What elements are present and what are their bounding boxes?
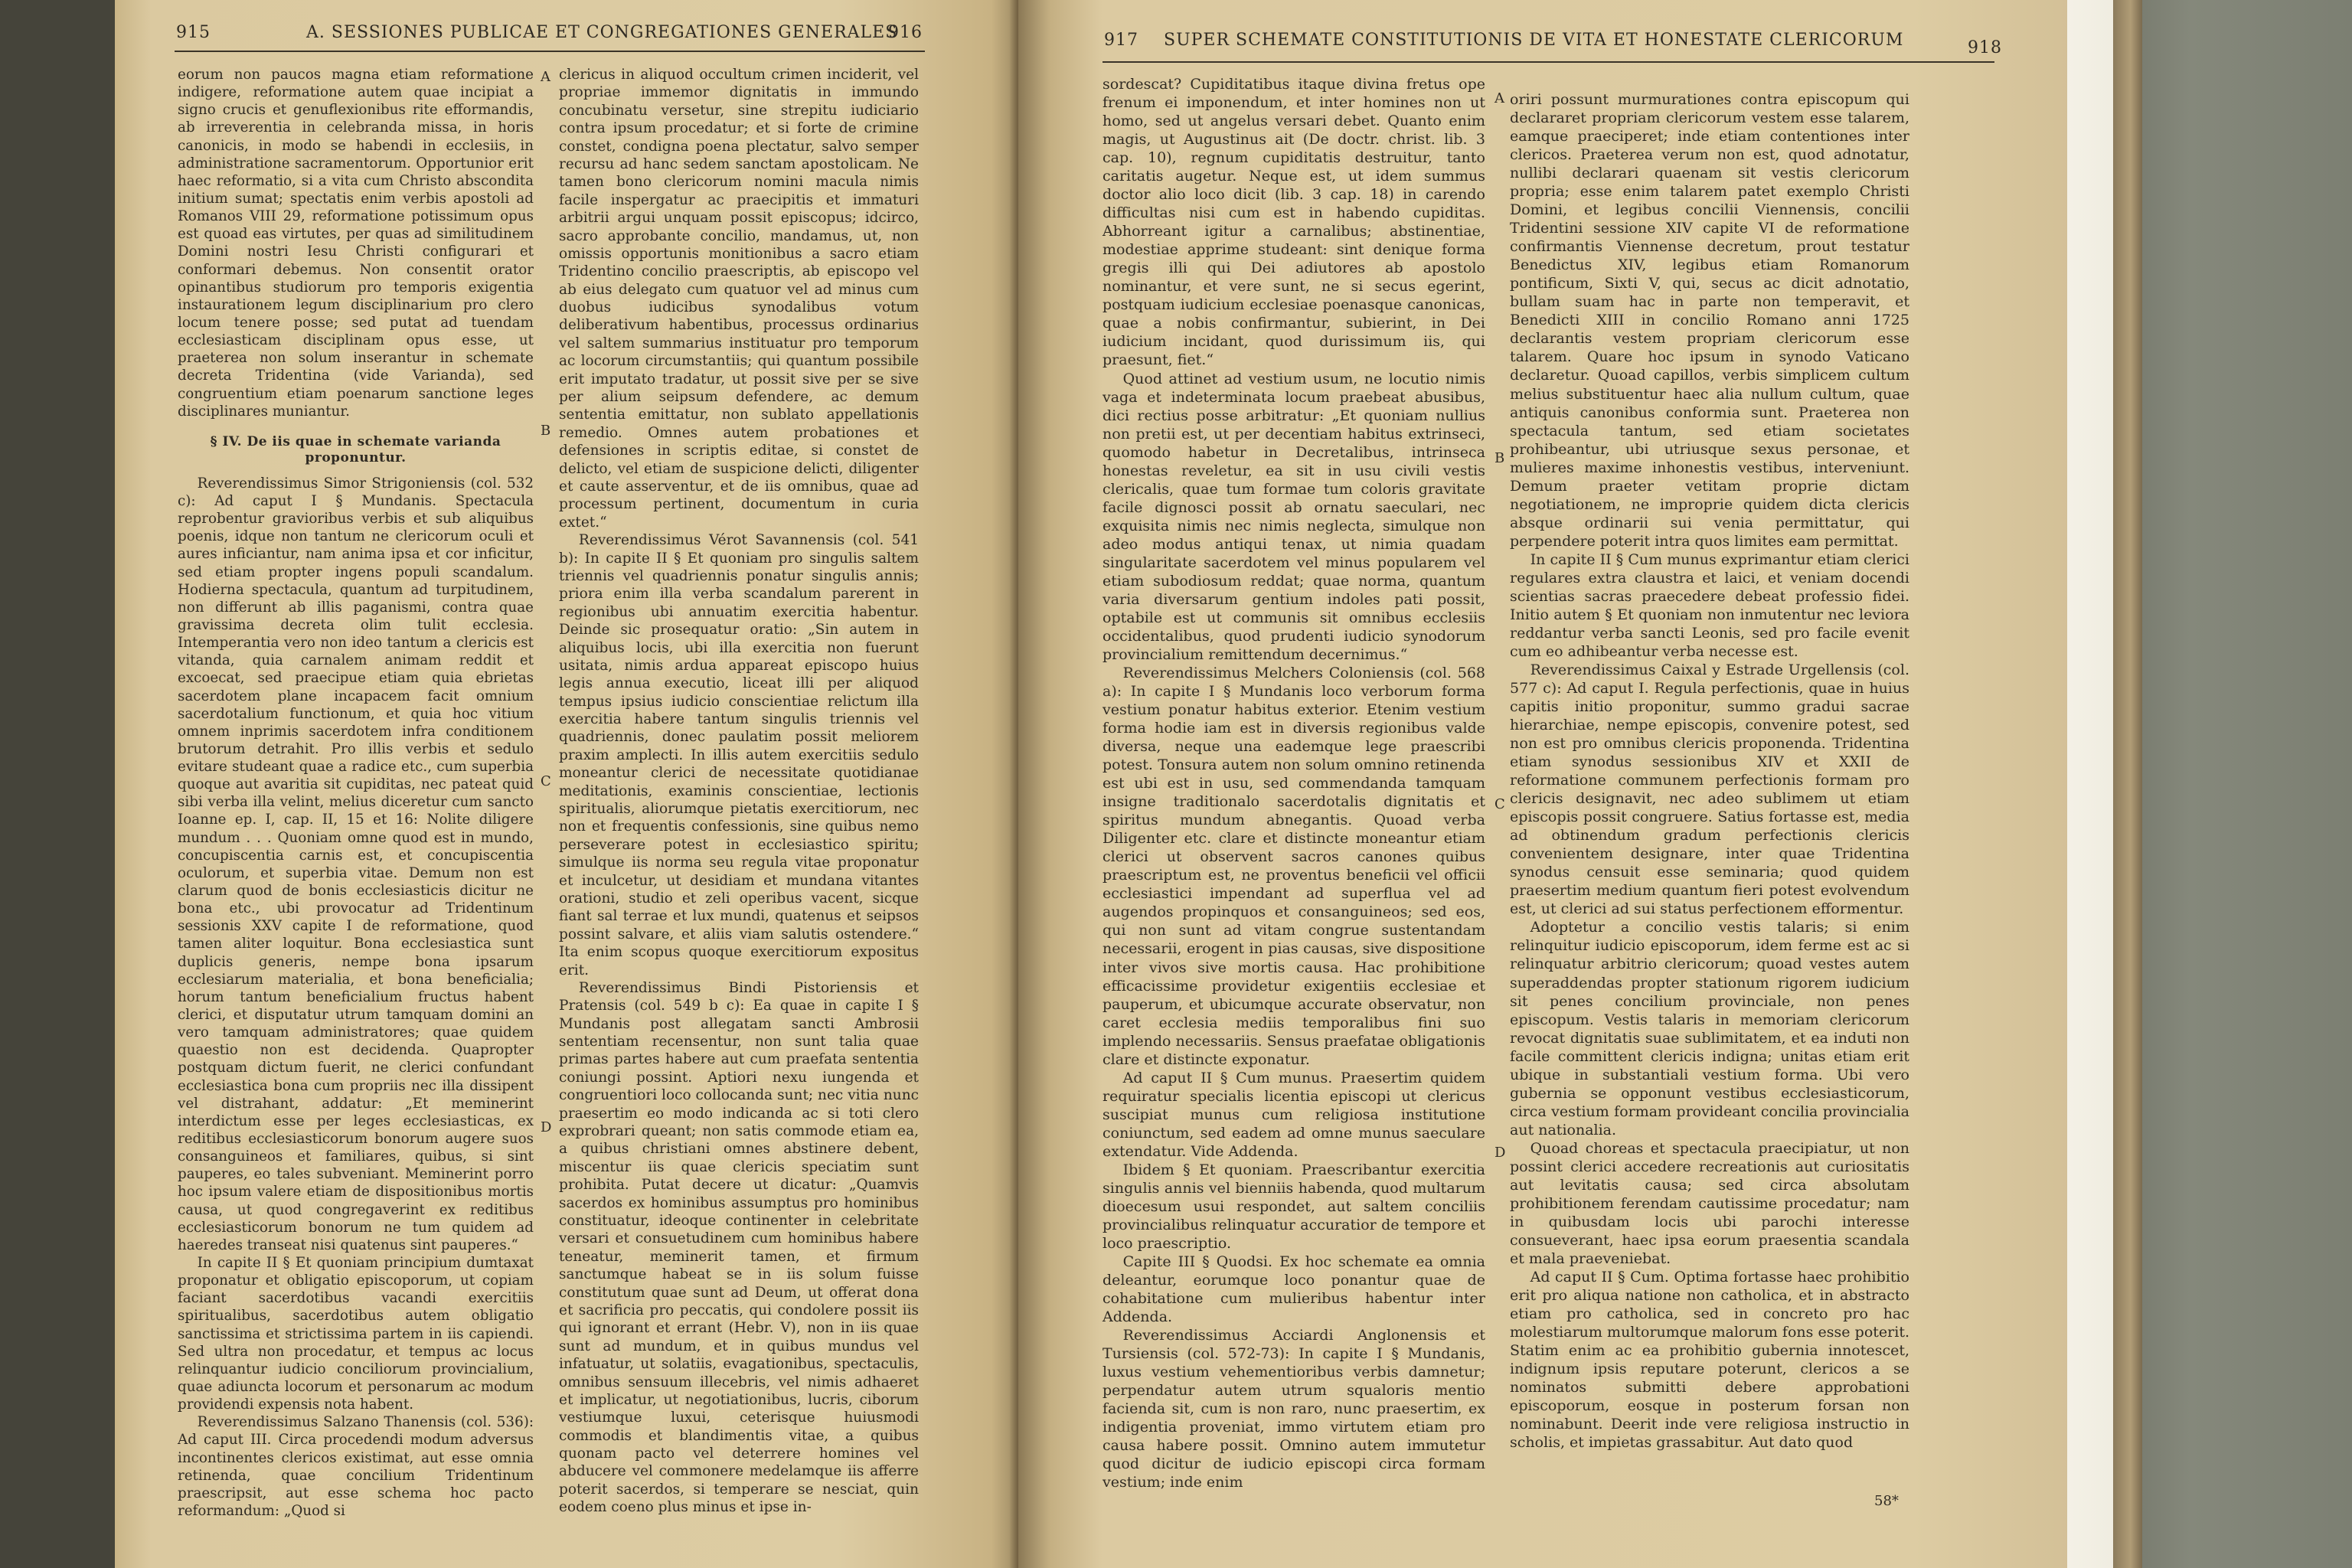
col-paragraph: Reverendissimus Simor Strigoniensis (col. 532 c): Ad caput I § Mundanis. Spectacula reprobentur gravioribus verbis et sub aliquibus poenis, idque non tantum ne clericorum oculi et aures inficiantur, nam anima ipsa et cor inficitur, sed etiam propter ingens populi scandalum. Hodierna spectacula, quantum ad turpitudinem, non differunt ab illis paganismi, contra quae gravissima decreta olim tulit ecclesia. Intemperantia vero non ideo tantum a clericis est vitanda, quia carnalem animam reddit et excoecat, sed praecipue etiam quia ebrietas sacerdotem plane incapacem facit omnium sacerdotalium functionum, et quia hoc vitium omnem inprimis sacerdotem infra conditionem brutorum detrahit. Pro illis verbis et sedulo evitare studeant quae a radice etc., cum superbia quoque aut avaritia sit cupiditas, nec pateat quid sibi verba illa velint, melius diceretur cum sancto Ioanne ep. I, cap. II, 15 et 16: Nolite diligere mundum . . . Quoniam omne quod est in mundo, concupiscentia carnis est, et concupiscentia oculorum, et superbia vitae. Demum non est clarum quod de bonis ecclesiasticis dicitur ne bona etc., ubi provocatur ad Tridentinum sessionis XXV capite I de reformatione, quod tamen aliter loquitur. Bona ecclesiastica sunt duplicis generis, nempe bona ipsarum ecclesiarum materialia, et bona beneficialia; horum tantum beneficialium fructus habent clerici, et disputatur utrum tamquam domini an vero tamquam administratores; quae quidem quaestio non est decidenda. Quapropter postquam dictum fuerit, ne clerici confundant ecclesiastica bona cum propriis nec illa dissipent vel distrahant, addatur: „Et meminerint interdictum esse per leges ecclesiasticas, ex reditibus ecclesiasticorum bonorum augere suos consanguineos et familiares, quibus, si sint pauperes, eo tales subveniant. Meminerint porro hoc ipsum valere etiam de dispositionibus mortis causa, ut quod congregaverint ex reditibus ecclesiasticorum bonorum ne tum quidem ad haeredes transeat nisi quatenus sint pauperes.“ — [178, 475, 534, 1253]
left-page-column-2 — [559, 66, 919, 1517]
col-paragraph: Capite III § Quodsi. Ex hoc schemate ea omnia deleantur, eorumque loco ponantur quae de cohabitatione cum mulieribus habentur inter Addenda. — [1102, 1253, 1485, 1326]
right-header-rule — [1102, 61, 1994, 63]
left-page — [115, 0, 1018, 1568]
col-paragraph: Reverendissimus Vérot Savannensis (col. 541 b): In capite II § Et quoniam pro singulis saltem triennis vel quadriennis ponatur singulis annis; priora enim illa verba scandalum parerent in regionibus ubi annuatim exercitia habentur. Deinde sic prosequatur oratio: „Sin autem in aliquibus locis, ubi illa exercitia non fuerunt usitata, nimis ardua appareat episcopo huius legis annua executio, liceat illi per aliquod tempus ipsius iudicio conscientiae relictum illa exercitia habere tantum singulis triennis vel quadriennis, donec paulatim possit meliorem praxim amplecti. In illis autem exercitiis sedulo moneantur clerici de necessitate quotidianae meditationis, examinis conscientiae, lectionis spiritualis, aliorumque pietatis exercitiorum, nec non et frequentis confessionis, sine quibus nemo perseverare potest in ecclesiastico spiritu; simulque iis norma seu regula vitae proponatur et inculcetur, ut desidiam et mundana vitantes orationi, studio et zeli operibus vacent, sicque fiant sal terrae et lux mundi, quatenus et seipsos possint salvare, et aliis viam salutis ostendere.“ Ita enim scopus quoque exercitiorum expositus erit. — [559, 532, 919, 978]
col-paragraph: Ad caput II § Cum munus. Praesertim quidem requiratur specialis licentia episcopi ut clericus suscipiat munus cum religiosa institutione coniunctum, sed eadem ad omne munus saeculare extendatur. Vide Addenda. — [1102, 1069, 1485, 1160]
col-paragraph: Reverendissimus Melchers Coloniensis (col. 568 a): In capite I § Mundanis loco verborum forma vestium ponatur habitus exterior. Etenim vestium forma hodie iam est in diversis regionibus valde diversa, neque una eademque lege praescribi potest. Tonsura autem non solum omnino retinenda est ubi est in usu, sed commendanda tamquam insigne traditionalo sacerdotalis dignitatis et spiritus mundum abnegantis. Quoad verba Diligenter etc. clare et distincte moneantur etiam clerici ut observent sacros canones quibus praescriptum est, ne proventus beneficii vel officii ecclesiastici impendant ad superflua vel ad augendos propinquos et consanguineos; sed eos, qui non sunt ad vitam congrue sustentandam necessarii, erogent in pias causas, sive dispositione inter vivos sive mortis causa. Hac prohibitione efficacissime providetur exigentiis ecclesiae et pauperum, et ubicumque accurate observatur, non caret ecclesia mediis temporalibus fini suo implendo necessariis. Sensus praefatae obligationis clare et distincte exponatur. — [1102, 665, 1485, 1068]
margin-letter-b: B — [1494, 450, 1505, 466]
left-page-column-1 — [178, 66, 534, 1520]
col-paragraph: sordescat? Cupiditatibus itaque divina fretus ope frenum ei imponendum, et inter homines non ut homo, sed ut angelus versari debet. Quanto enim magis, ut Augustinus ait (De doctr. christ. lib. 3 cap. 10), regnum cupiditatis destruitur, tanto caritatis augetur. Neque est, ut idem summus doctor alio loco dicit (lib. 3 cap. 18) in carendo difficultas nisi cum est in habendo cupiditas. Abhorreant igitur a carnalibus; abstinentiae, modestiae apprime studeant: sint denique forma gregis illi qui Dei adiutores ab apostolo nominantur, et vere sunt, ne si secus egerint, postquam iudicium ecclesiae poenasque canonicas, quae a nobis confirmantur, subierint, in Dei iudicium incidant, quod durissimum iis, qui praesunt, fiet.“ — [1102, 76, 1485, 369]
col-paragraph: Quoad choreas et spectacula praecipiatur, ut non possint clerici accedere recreationis aut curiositatis aut levitatis causa; sed circa absolutam prohibitionem ferendam cautissime procedatur; nam in quibusdam locis ubi parochi interesse consueverant, haec ipsa eorum praesentia scandala et mala praeveniebat. — [1510, 1139, 1909, 1267]
margin-letter-c: C — [541, 773, 551, 789]
margin-letter-d: D — [1494, 1145, 1506, 1161]
right-page-column-1 — [1102, 75, 1485, 1491]
right-page — [1018, 0, 2071, 1568]
page-number-918: 918 — [1968, 38, 2002, 57]
book-edge — [2113, 0, 2142, 1568]
margin-letter-b: B — [541, 423, 551, 439]
col-paragraph: Reverendissimus Bindi Pistoriensis et Pratensis (col. 549 b c): Ea quae in capite I § Mundanis post allegatam sancti Ambrosii sententiam recensentur, non sunt talia quae primas partes habere aut cum praefata sententia coniungi possint. Aptiori nexu iungenda et congruentiori loco collocanda sunt; nec vitia nunc praesertim eo modo indicanda ac si toti clero exprobrari queant; non satis commode etiam ea, a quibus christiani omnes abstinere debent, miscentur iis quae clericis speciatim sunt prohibita. Putat decere ut dicatur: „Quamvis sacerdos ex hominibus assumptus pro hominibus constituatur, ideoque continenter in celebritate versari et consuetudinem cum hominibus habere teneatur, meminerit tamen, et firmum sanctumque habeat se in iis solum fuisse constitutum quae sunt ad Deum, ut offerat dona et sacrificia pro peccatis, qui condolere possit iis qui ignorant et errant (Hebr. V), non in iis quae sunt ad mundum, et in quibus mundus vel infatuatur, ut solatiis, evagationibus, spectaculis, omnibus sensuum illecebris, vel nimis adhaeret et implicatur, ut negotiationibus, lucris, ciborum vestiumque luxui, ceterisque huiusmodi commodis et blandimentis vitae, a quibus quonam pacto vel deterrere homines vel abducere vel commonere medelamque iis afferre poterit sacerdos, si temperare se nesciat, quin eodem coeno plus minus et ipse in- — [559, 979, 919, 1516]
table-background-left — [0, 0, 115, 1568]
section-title: § IV. De iis quae in schemate varianda proponuntur. — [210, 433, 501, 466]
col-paragraph: In capite II § Et quoniam principium dumtaxat proponatur et obligatio episcoporum, ut copiam faciant sacerdotibus vacandi exercitiis spiritualibus, sacerdotibus autem obligatio sanctissima et strictissima partem in iis capiendi. Sed ultra non procedatur, et tempus ac locus relinquantur iudicio conciliorum provincialium, quae adiuncta locorum et personarum ac modum providendi expensis nota habent. — [178, 1255, 534, 1413]
right-page-header — [1018, 31, 2071, 58]
right-page-column-2 — [1510, 90, 1909, 1452]
col-paragraph: Quod attinet ad vestium usum, ne locutio nimis vaga et indeterminata locum praebeat abusibus, dici rectius posse arbitratur: „Et quoniam nullius non pretii est, ut per decentiam habitus extrinseci, quomodo habetur in Decretalibus, intrinseca honestas reveletur, ea sit in usu civili vestis clericalis, quae tum formae tum coloris gravitate facile dignosci possit ab ornatu saeculari, nec exquisita nimis nec nimis neglecta, simulque non adeo modus antiqui tenax, ut nimia quadam singularitate sacerdotem vel minus popularem vel etiam subodiosum reddat; quae norma, quantum varia diversarum gentium indoles pati possit, optabile est ut communis sit omnibus ecclesiis occidentalibus, quod prudenti iudicio synodorum provincialium remittendum decernimus.“ — [1102, 370, 1485, 663]
col-paragraph: Reverendissimus Caixal y Estrade Urgellensis (col. 577 c): Ad caput I. Regula perfectionis, quae in huius capitis initio proponitur, summo gradui sacrae hierarchiae, nempe episcopis, convenire potest, sed non est pro omnibus clericis proponenda. Tridentina etiam synodus sessionibus XIV et XXII de reformatione communem perfectionis formam pro clericis designavit, nec adeo sublimem ut etiam episcopis possit congruere. Satius fortasse est, media ad obtinendum gradum perfectionis clericis convenientem designare, inter quae Tridentina synodus censuit esse seminaria; quod quidem praesertim medium quantum fieri potest evolvendum est, ut clerici ad sui status perfectionem efformentur. — [1510, 661, 1909, 918]
col-paragraph: Reverendissimus Acciardi Anglonensis et Tursiensis (col. 572-73): In capite I § Mundanis, luxus vestium vehementioribus verbis damnetur; perpendatur autem utrum squaloris mentio facienda sit, cum is non raro, nunc praesertim, ex indigentia proveniat, immo virtutem etiam pro causa habere possit. Omnino autem immutetur quod dicitur de iudicio episcopi circa formam vestium; inde enim — [1102, 1327, 1485, 1491]
col-paragraph: oriri possunt murmurationes contra episcopum qui declararet propriam clericorum vestem esse talarem, eamque praeciperet; inde etiam contentiones inter clericos. Praeterea verum non est, quod adnotatur, nullibi declarari quaenam sit vestis clericorum propria; esse enim talarem patet exemplo Christi Domini, et legibus concilii Viennensis, concilii Tridentini sessione XIV capite VI de reformatione confirmantis Viennense decretum, prout testatur Benedictus XIV, legibus etiam Romanorum pontificum, Sixti V, qui, secus ac dicit adnotatio, bullam suam hac in parte non temperavit, et Benedicti XIII in concilio Romano anni 1725 declarantis vestem propriam clericorum esse talarem. Quare hoc ipsum in synodo Vaticano declaretur. Quoad capillos, verbis simplicem cultum melius substituentur haec alia nullum cultum, quae antiquis canonibus conformia sunt. Praeterea non spectacula tantum, sed etiam societates prohibeantur, ubi utriusque sexus personae, et mulieres maxime inhonestis vestibus, interveniunt. Demum praeter vetitam proprie dictam negotiationem, ne improprie quidem dicta clericis absque ordinarii sui venia permittatur, qui perpendere poterit intra quos limites eam permittat. — [1510, 91, 1909, 550]
col-paragraph: Reverendissimus Salzano Thanensis (col. 536): Ad caput III. Circa procedendi modum adversus incontinentes clericos existimat, aut esse omnia retinenda, quae concilium Tridentinum praescripsit, aut esse schema hoc pacto reformandum: „Quod si — [178, 1414, 534, 1519]
margin-letter-a: A — [1494, 90, 1504, 106]
col-paragraph: Ibidem § Et quoniam. Praescribantur exercitia singulis annis vel bienniis habenda, quod multarum dioecesum usui respondet, aut saltem conciliis provincialibus relinquatur accuratior de tempore et loco praescriptio. — [1102, 1161, 1485, 1252]
page-number-915: 915 — [176, 23, 211, 42]
page-number-916: 916 — [888, 23, 923, 42]
page-number-917: 917 — [1104, 31, 1138, 50]
col-paragraph: Ad caput II § Cum. Optima fortasse haec prohibitio erit pro aliqua natione non catholica, et in abstracto etiam pro catholica, sed in concreto pro hac molestiarum multorumque malorum fons esse poterit. Statim enim ac ea prohibitio gubernia innotescet, indignum ipsis reputare poterunt, clericos a se nominatos submitti debere approbationi episcoporum, eosque in posterum forsan non nominabunt. Deerit inde vere religiosa instructio in scholis, et impietas grassabitur. Aut dato quod — [1510, 1269, 1909, 1452]
col-paragraph: In capite II § Cum munus exprimantur etiam clerici regulares extra claustra et laici, et veniam docendi scientias sacras praecedere debeat professio fidei. Initio autem § Et quoniam non inmutentur nec leviora reddantur verba sancti Leonis, sed pro facile evenit cum eo adhibeantur verba necesse est. — [1510, 550, 1909, 660]
signature-mark: 58* — [1874, 1493, 1899, 1509]
margin-letter-c: C — [1494, 796, 1505, 812]
col-paragraph: Adoptetur a concilio vestis talaris; si enim relinquitur iudicio episcoporum, idem ferme est ac si relinquatur arbitrio clericorum; quoad vestes autem superaddendas propter stationum rigorem iudicium sit penes concilium provinciale, non penes episcopum. Vestis talaris in memoriam clericorum revocat dignitatis suae sublimitatem, et ea induti non facile committent clericis indigna; unitas etiam erit ubique in substantiali vestium forma. Ubi vero gubernia se opponunt vestibus ecclesiasticorum, circa vestium formam provideant concilia provincialia aut nationalia. — [1510, 919, 1909, 1138]
left-running-title: A. SESSIONES PUBLICAE ET CONGREGATIONES GENERALES — [306, 23, 898, 42]
left-header-rule — [175, 51, 925, 52]
margin-letter-d: D — [541, 1119, 552, 1135]
right-running-title: SUPER SCHEMATE CONSTITUTIONIS DE VITA ET HONESTATE CLERICORUM — [1164, 31, 1904, 50]
left-page-header — [115, 23, 1018, 51]
col-paragraph: clericus in aliquod occultum crimen inciderit, vel propriae immemor dignitatis in immundo concubinatu versetur, sine strepitu iudiciario contra ipsum procedatur; et si forte de crimine constet, condigna poena plectatur, salvo semper recursu ad hanc sedem sanctam apostolicam. Ne tamen bono clericorum nomini macula nimis facile inspergatur ac praecipitis et immaturi arbitrii argui unquam possit episcopus; idcirco, sacro approbante concilio, mandamus, ut, non omissis opportunis monitionibus a sacro etiam Tridentino concilio praescriptis, ab episcopo vel ab eius delegato cum quatuor vel ad minus cum duobus iudicibus synodalibus votum deliberativum habentibus, processus ordinarius vel saltem summarius instituatur pro temporum ac locorum circumstantiis; qui quantum possibile erit imputato tradatur, ut possit sive per se sive per alium seipsum defendere, ac demum sententia emittatur, non sublato appellationis remedio. Omnes autem probationes et defensiones in scriptis editae, si constet de delicto, vel etiam de suspicione delicti, diligenter et caute asserventur, et de iis omnibus, quae ad processum pertinent, documentum in curia extet.“ — [559, 67, 919, 531]
margin-letter-a: A — [541, 69, 550, 85]
col-paragraph: eorum non paucos magna etiam reformatione indigere, reformatione autem quae incipiat a signo crucis et genuflexionibus rite efformandis, ab irreverentia in celebranda missa, in horis canonicis, in modo se habendi in ecclesiis, in administratione sacramentorum. Opportunior erit haec reformatio, si a vita cum Christo abscondita initium sumat; spectatis enim verbis apostoli ad Romanos VIII 29, reformatione potissimum opus est quoad eas virtutes, per quas ad similitudinem Domini nostri Iesu Christi configurari et conformari debemus. Non consentit orator opinantibus studiorum pro temporis exigentia instaurationem legum disciplinarium pro clero locum tenere posse; sed putat ad tuendam ecclesiasticam disciplinam opus esse, ut praeterea non solum inserantur in schemate decreta Tridentina (vide Variandа), sed congruentium etiam poenarum sanctione leges disciplinares muniantur. — [178, 67, 534, 420]
